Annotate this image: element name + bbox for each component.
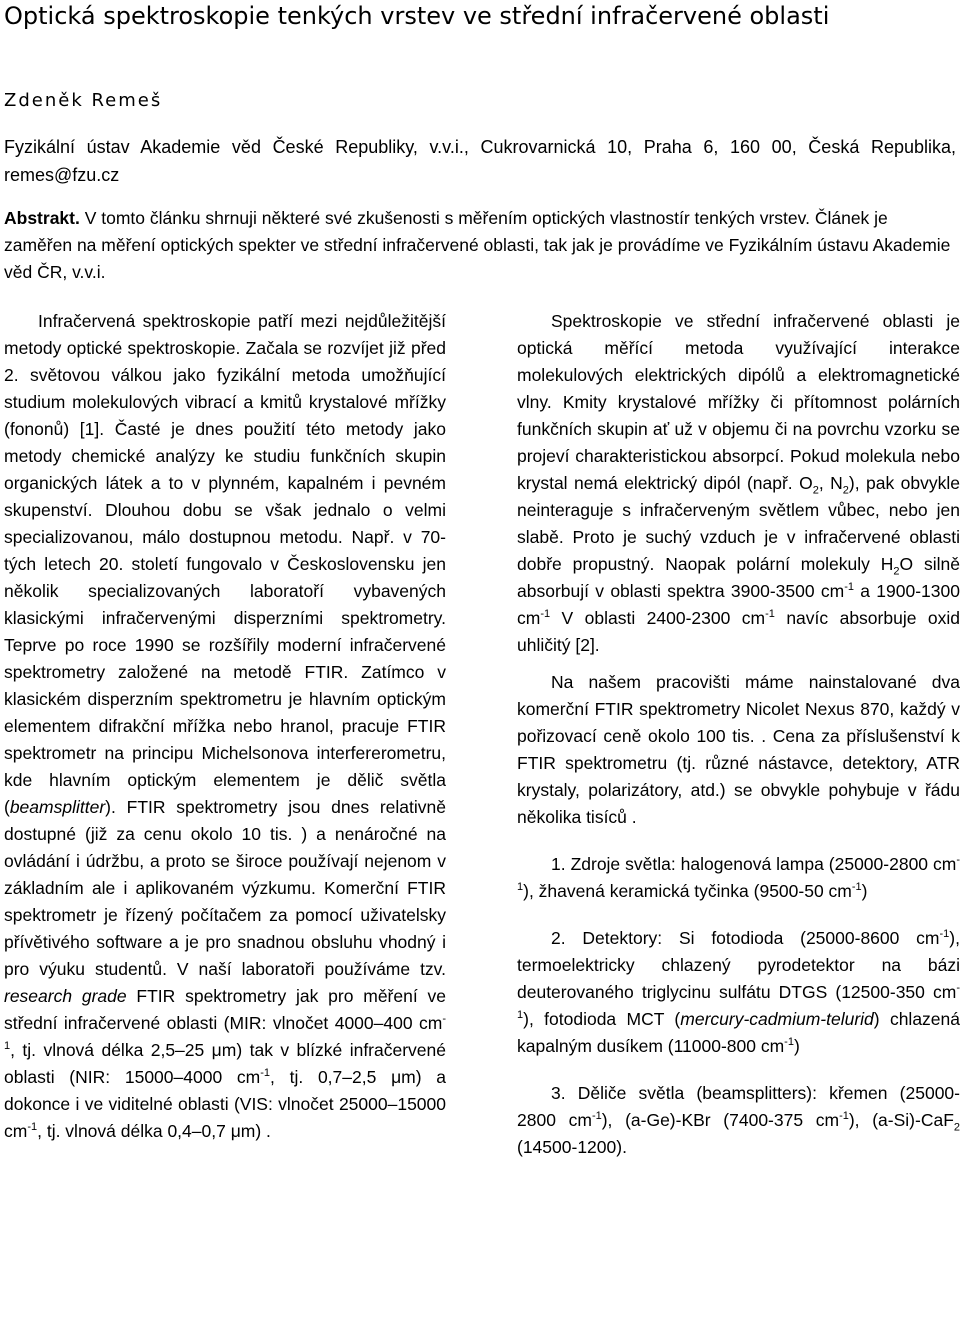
list-item <box>517 1080 960 1161</box>
superscript: -1 <box>591 1110 602 1123</box>
right-paragraph: Na našem pracovišti máme nainstalované dva komerční FTIR spektrometry Nicolet Nexus 870, každý v pořizovací ceně okolo 100 tis. . Cena za příslušenství k FTIR spektrometru (tj. různé nástavce, detektory, ATR krystaly, polarizátory, atd.) se obvykle pohybuje v řádu několika tisíců . <box>517 672 960 827</box>
superscript: -1 <box>517 982 960 1022</box>
right-column <box>517 308 960 1161</box>
text-run: ), žhavená keramická tyčinka (9500-50 cm <box>523 881 852 901</box>
text-run: , tj. vlnová délka 0,4–0,7 μm) . <box>37 1121 271 1141</box>
left-paragraph <box>4 308 446 1145</box>
author-name: Zdeněk Remeš <box>4 90 163 111</box>
text-run: 3. Děliče světla (beamsplitters): křemen (25000-2800 cm <box>517 1083 960 1130</box>
abstract-text: V tomto článku shrnuji některé své zkušenosti s měřením optických vlastnostír tenkých vrstev. Článek je zaměřen na měření optických spekter ve střední infračervené oblasti, tak jak je provádíme ve Fyzikálním ústavu Akademie věd ČR, v.v.i. <box>4 208 951 282</box>
superscript: -1 <box>784 1036 794 1049</box>
superscript: -1 <box>27 1121 38 1134</box>
superscript: -1 <box>844 581 854 594</box>
text-run: Infračervená spektroskopie patří mezi nejdůležitější metody optické spektroskopie. Začala se rozvíjet již před 2. světovou válkou jako fyzikální metoda umožňující studium molekulových vibrací a kmitů krystalové mřížky (fononů) [1]. Časté je dnes použití této metody jako metody chemické analýzy ke studiu funkčních skupin organických látek a to v plynném, kapalném i pevném skupenství. Dlouhou dobu se však jednalo o velmi specializovanou, málo dostupnou metodu. Např. v 70-tých letech 20. století fungovalo v Československu jen několik specializovaných laboratoří vybavených klasickými infračervenými disperzními spektrometry. Teprve po roce 1990 se rozšířily moderní infračervené spektrometry založené na metodě FTIR. Zatímco v klasickém disperzním spektrometru je hlavním optickým elementem difrakční mřížka nebo hranol, pracuje FTIR spektrometr na principu Michelsonova interfererometru, kde hlavním optickým elementem je dělič světla ( <box>4 311 446 817</box>
abstract <box>4 205 956 286</box>
text-run: O silně absorbují v oblasti spektra 3900-3500 cm <box>517 554 960 601</box>
text-run: V oblasti 2400-2300 cm <box>550 608 766 628</box>
superscript: -1 <box>517 854 960 894</box>
text-run: ) <box>861 881 868 901</box>
superscript: -1 <box>851 881 862 894</box>
text-run: , tj. vlnová délka 2,5–25 μm) tak v blízké infračervené oblasti (NIR: 15000–4000 cm <box>4 1040 446 1087</box>
affiliation: Fyzikální ústav Akademie věd České Republiky, v.v.i., Cukrovarnická 10, Praha 6, 160 00, Česká Republika, remes@fzu.cz <box>4 137 956 185</box>
text-run: 1. Zdroje světla: halogenová lampa (25000-2800 cm <box>551 854 957 874</box>
superscript: -1 <box>765 608 775 621</box>
subscript: 2 <box>953 1121 960 1134</box>
text-run: ), (a-Ge)-KBr (7400-375 cm <box>601 1110 840 1130</box>
list-item <box>517 851 960 905</box>
left-column <box>4 308 446 1145</box>
text-run: ), pak obvykle neinteraguje s infračerveným světlem vůbec, nebo jen slabě. Proto je suchý vzduch je v infračervené oblasti dobře propustný. Naopak polární molekuly H <box>517 473 960 574</box>
subscript: 2 <box>842 484 849 497</box>
text-run: ), termoelektricky chlazený pyrodetektor na bázi deuterovaného triglycinu sulfátu DTGS (12500-350 cm <box>517 928 960 1002</box>
text-run: ), (a-Si)-CaF <box>848 1110 954 1130</box>
superscript: -1 <box>839 1110 849 1123</box>
subscript: 2 <box>812 484 819 497</box>
text-run: ), fotodioda MCT ( <box>523 1009 681 1029</box>
text-run: ) chlazená kapalným dusíkem (11000-800 cm <box>517 1009 960 1056</box>
italic-run: beamsplitter <box>9 797 106 817</box>
subscript: 2 <box>893 565 900 578</box>
text-run: 2. Detektory: Si fotodioda (25000-8600 cm <box>551 928 940 948</box>
superscript: -1 <box>540 608 551 621</box>
text-run: ). FTIR spektrometry jsou dnes relativně dostupné (již za cenu okolo 10 tis. ) a nenáročné na ovládání i údržbu, a proto se široce používají nejenom v základním ale i aplikovaném výzkumu. Komerční FTIR spektrometr je řízený počítačem za pomocí uživatelsky přívětivého software a je pro snadnou obsluhu vhodný i pro výuku studentů. V naší laboratoři používáme tzv. <box>4 797 446 979</box>
text-run: ) <box>793 1036 800 1056</box>
italic-run: research grade <box>4 986 127 1006</box>
superscript: -1 <box>260 1067 271 1080</box>
text-run: , N <box>818 473 843 493</box>
list-item <box>517 925 960 1060</box>
italic-run: mercury-cadmium-telurid <box>680 1009 874 1029</box>
right-paragraph <box>517 308 960 659</box>
superscript: -1 <box>939 928 950 941</box>
text-run: , tj. 0,7–2,5 μm) a dokonce i ve viditelné oblasti (VIS: vlnočet 25000–15000 cm <box>4 1067 447 1141</box>
text-run: a 1900-1300 cm <box>517 581 960 628</box>
superscript: -1 <box>4 1013 446 1053</box>
text-run: navíc absorbuje oxid uhličitý [2]. <box>517 608 960 655</box>
paper-title: Optická spektroskopie tenkých vrstev ve střední infračervené oblasti <box>4 2 830 30</box>
text-run: FTIR spektrometry jak pro měření ve střední infračervené oblasti (MIR: vlnočet 4000–400 cm <box>4 986 446 1033</box>
text-run: Spektroskopie ve střední infračervené oblasti je optická měřící metoda využívající interakce molekulových elektrických dipólů a elektromagnetické vlny. Kmity krystalové mřížky či přítomnost polárních funkčních skupin ať už v objemu či na povrchu vzorku se projeví charakteristickou absorpcí. Pokud molekula nebo krystal nemá elektrický dipól (např. O <box>517 311 960 493</box>
text-run: (14500-1200). <box>517 1137 627 1157</box>
abstract-label: Abstrakt. <box>4 208 80 228</box>
